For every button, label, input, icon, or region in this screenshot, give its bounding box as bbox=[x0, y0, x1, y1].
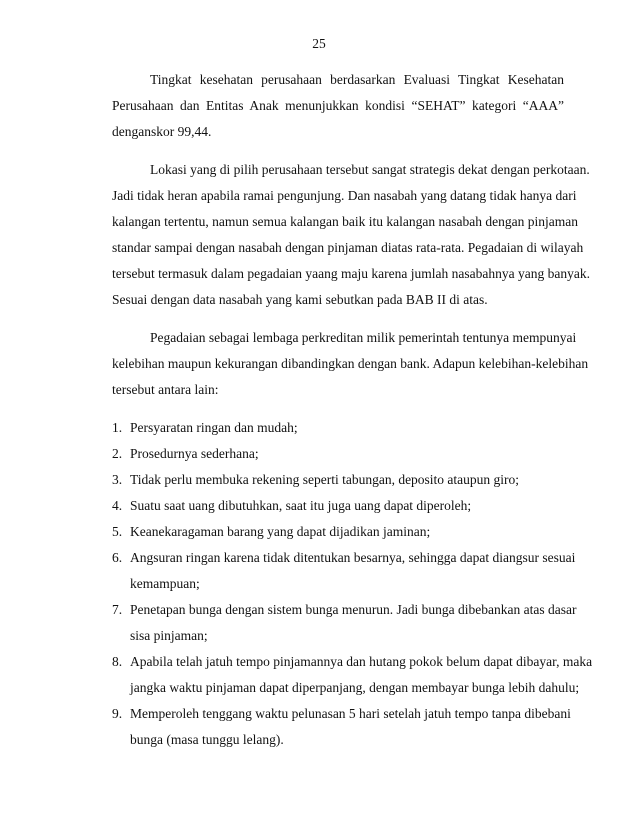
paragraph-line: Sesuai dengan data nasabah yang kami sebutkan pada BAB II di atas. bbox=[112, 292, 488, 307]
list-item bbox=[112, 415, 564, 441]
list-item-text: Apabila telah jatuh tempo pinjamannya dan hutang pokok belum dapat dibayar, maka bbox=[130, 654, 593, 669]
list-item-number: 2. bbox=[112, 446, 123, 461]
paragraph-line: Pegadaian sebagai lembaga perkreditan milik pemerintah tentunya mempunyai bbox=[150, 330, 577, 345]
paragraph-advantages-intro bbox=[112, 325, 589, 403]
paragraph-line: tersebut termasuk dalam pegadaian yaang maju karena jumlah nasabahnya yang banyak. bbox=[112, 266, 590, 281]
list-item-number: 6. bbox=[112, 550, 123, 565]
page-number: 25 bbox=[312, 36, 326, 51]
list-item-number: 3. bbox=[112, 472, 123, 487]
list-item-number: 1. bbox=[112, 420, 123, 435]
list-item-text: Tidak perlu membuka rekening seperti tabungan, deposito ataupun giro; bbox=[130, 472, 520, 487]
list-item-number: 9. bbox=[112, 706, 123, 721]
list-item-text: sisa pinjaman; bbox=[130, 628, 208, 643]
paragraph-line: Lokasi yang di pilih perusahaan tersebut sangat strategis dekat dengan perkotaan. bbox=[150, 162, 590, 177]
list-item-number: 5. bbox=[112, 524, 123, 539]
paragraph-line: Perusahaan dan Entitas Anak menunjukkan kondisi “SEHAT” kategori “AAA” bbox=[112, 98, 564, 113]
paragraph-location bbox=[112, 157, 590, 313]
paragraph-line: kalangan tertentu, namun semua kalangan baik itu kalangan nasabah dengan pinjaman bbox=[112, 214, 578, 229]
list-item bbox=[112, 649, 593, 701]
paragraph-health-evaluation bbox=[112, 67, 564, 145]
list-item bbox=[112, 701, 571, 753]
list-item bbox=[112, 545, 576, 597]
list-item-text: Penetapan bunga dengan sistem bunga menurun. Jadi bunga dibebankan atas dasar bbox=[130, 602, 577, 617]
list-item-text: Angsuran ringan karena tidak ditentukan besarnya, sehingga dapat diangsur sesuai bbox=[130, 550, 576, 565]
list-item bbox=[112, 467, 564, 493]
paragraph-line: Jadi tidak heran apabila ramai pengunjung. Dan nasabah yang datang tidak hanya dari bbox=[112, 188, 577, 203]
page-content bbox=[112, 67, 593, 753]
list-item bbox=[112, 493, 564, 519]
list-item-text: bunga (masa tunggu lelang). bbox=[130, 732, 284, 747]
list-item-text: jangka waktu pinjaman dapat diperpanjang, dengan membayar bunga lebih dahulu; bbox=[130, 680, 580, 695]
list-item-text: Persyaratan ringan dan mudah; bbox=[130, 420, 298, 435]
list-item bbox=[112, 441, 564, 467]
list-item bbox=[112, 597, 577, 649]
list-item-text: Suatu saat uang dibutuhkan, saat itu juga uang dapat diperoleh; bbox=[130, 498, 472, 513]
list-item-text: Prosedurnya sederhana; bbox=[130, 446, 259, 461]
list-item-number: 4. bbox=[112, 498, 123, 513]
list-item-number: 8. bbox=[112, 654, 123, 669]
list-item-text: kemampuan; bbox=[130, 576, 200, 591]
list-item-text: Keanekaragaman barang yang dapat dijadikan jaminan; bbox=[130, 524, 431, 539]
list-item-number: 7. bbox=[112, 602, 123, 617]
paragraph-line: denganskor 99,44. bbox=[112, 124, 212, 139]
paragraph-line: standar sampai dengan nasabah dengan pinjaman diatas rata-rata. Pegadaian di wilayah bbox=[112, 240, 584, 255]
list-item-text: Memperoleh tenggang waktu pelunasan 5 hari setelah jatuh tempo tanpa dibebani bbox=[130, 706, 571, 721]
list-item bbox=[112, 519, 564, 545]
paragraph-line: Tingkat kesehatan perusahaan berdasarkan Evaluasi Tingkat Kesehatan bbox=[150, 72, 564, 87]
advantages-list bbox=[112, 415, 593, 753]
paragraph-line: kelebihan maupun kekurangan dibandingkan dengan bank. Adapun kelebihan-kelebihan bbox=[112, 356, 589, 371]
paragraph-line: tersebut antara lain: bbox=[112, 382, 219, 397]
